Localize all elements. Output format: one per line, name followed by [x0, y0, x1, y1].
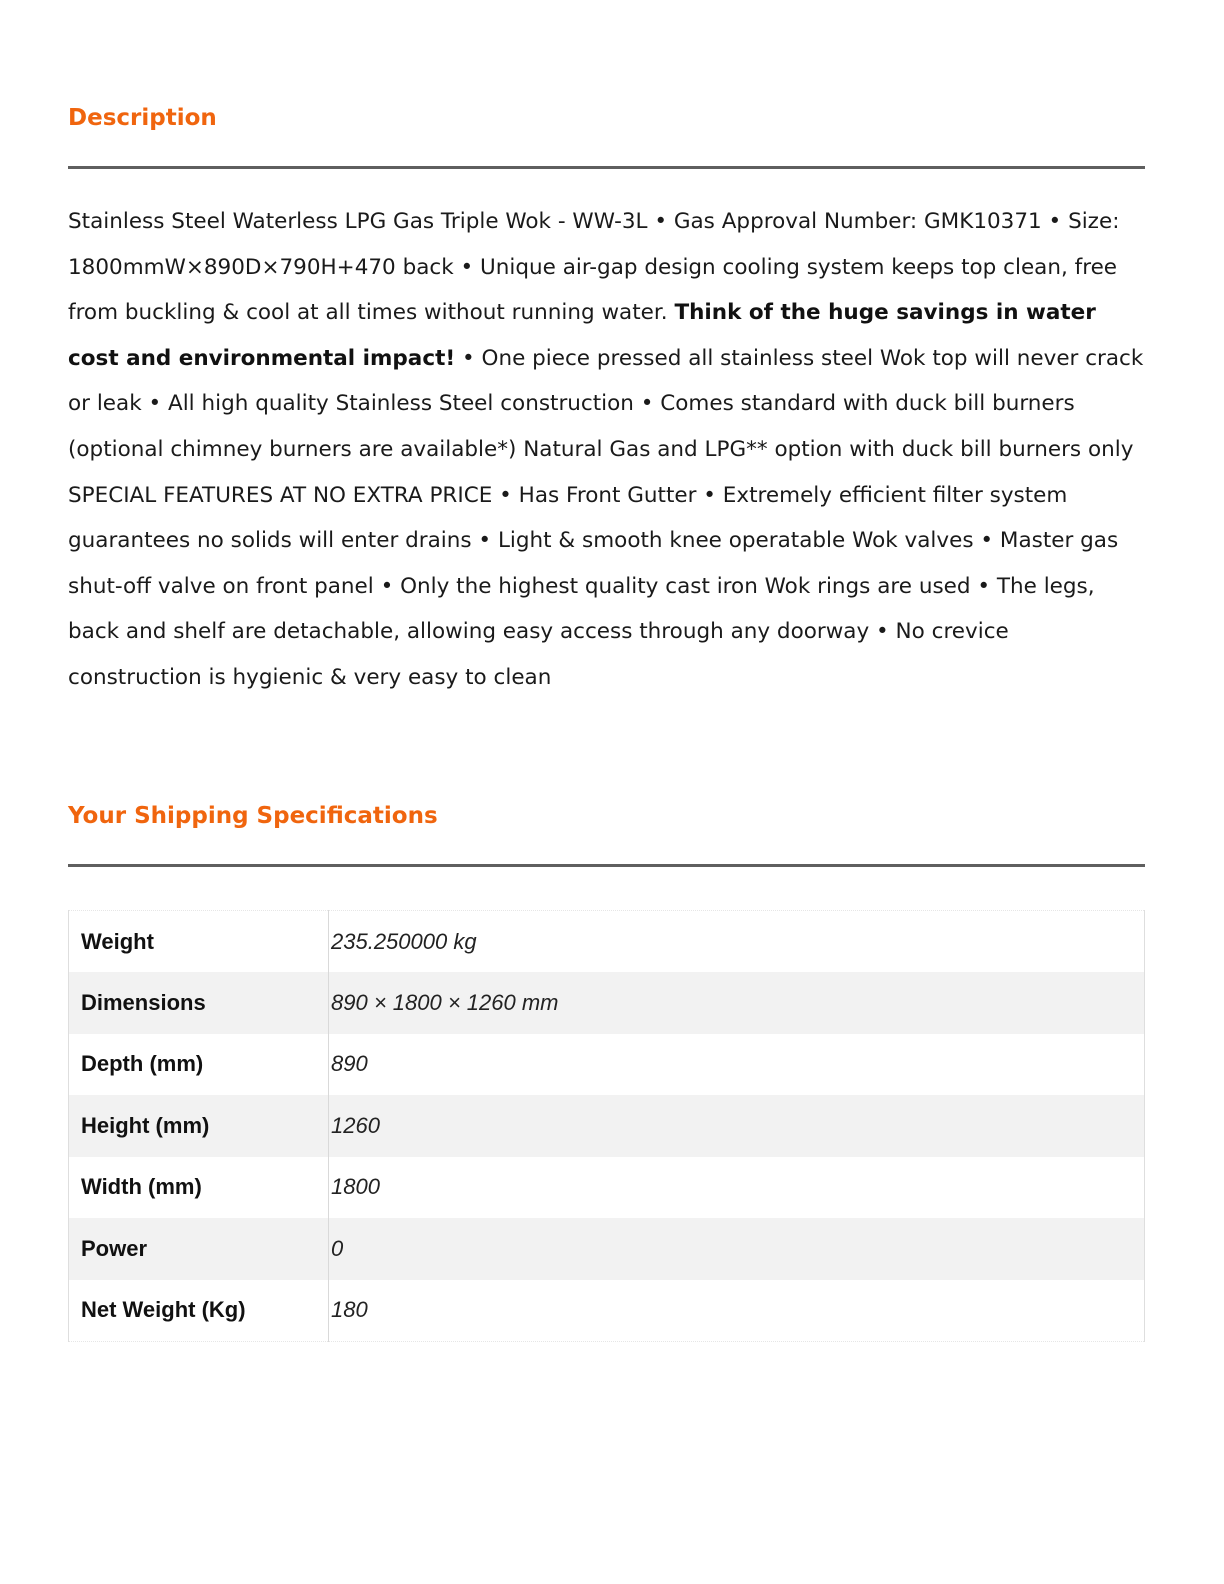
description-intro: Stainless Steel Waterless LPG Gas Triple Wok - WW-3L • Gas Approval Number: GMK10371 • Size: 1800mmW×890D×790H+470 back • Unique air-gap design cooling system keeps top clean, free from buckling & cool at all times without running water.	[68, 209, 1120, 326]
table-row	[69, 1280, 1145, 1342]
spec-value-depth: 890	[331, 1051, 368, 1077]
spec-label-weight: Weight	[69, 911, 329, 973]
spec-label-power: Power	[69, 1218, 329, 1280]
spec-label-depth: Depth (mm)	[69, 1034, 329, 1096]
spec-value-net-weight: 180	[331, 1297, 368, 1322]
spec-value-dimensions: 890 × 1800 × 1260 mm	[331, 989, 559, 1015]
spec-label-net-weight: Net Weight (Kg)	[69, 1280, 329, 1342]
table-row	[69, 911, 1145, 973]
description-divider	[68, 166, 1145, 169]
shipping-heading: Your Shipping Specifications	[68, 803, 438, 829]
spec-label-dimensions: Dimensions	[69, 972, 329, 1034]
table-row	[69, 1157, 1145, 1219]
shipping-divider	[68, 864, 1145, 867]
spec-value-height: 1260	[331, 1112, 380, 1138]
description-text	[68, 199, 1145, 701]
spec-value-width: 1800	[331, 1174, 380, 1200]
spec-value-power: 0	[331, 1235, 344, 1261]
table-row	[69, 1218, 1145, 1280]
description-heading: Description	[68, 105, 217, 131]
spec-label-width: Width (mm)	[69, 1157, 329, 1219]
table-row	[69, 1095, 1145, 1157]
table-row	[69, 1034, 1145, 1096]
spec-value-weight: 235.250000 kg	[331, 928, 477, 954]
description-rest: • One piece pressed all stainless steel Wok top will never crack or leak • All high quality Stainless Steel construction • Comes standard with duck bill burners (optional chimney burners are available*) Natural Gas and LPG** option with duck bill burners only SPECIAL FEATURES AT NO EXTRA PRICE • Has Front Gutter • Extremely efficient filter system guarantees no solids will enter drains • Light & smooth knee operatable Wok valves • Master gas shut-off valve on front panel • Only the highest quality cast iron Wok rings are used • The legs, back and shelf are detachable, allowing easy access through any doorway • No crevice construction is hygienic & very easy to clean	[68, 345, 1144, 690]
spec-label-height: Height (mm)	[69, 1095, 329, 1157]
description-emphasis: Think of the huge savings in water cost and environmental impact!	[68, 300, 1096, 371]
table-row	[69, 972, 1145, 1034]
shipping-specs-table	[68, 910, 1145, 1342]
